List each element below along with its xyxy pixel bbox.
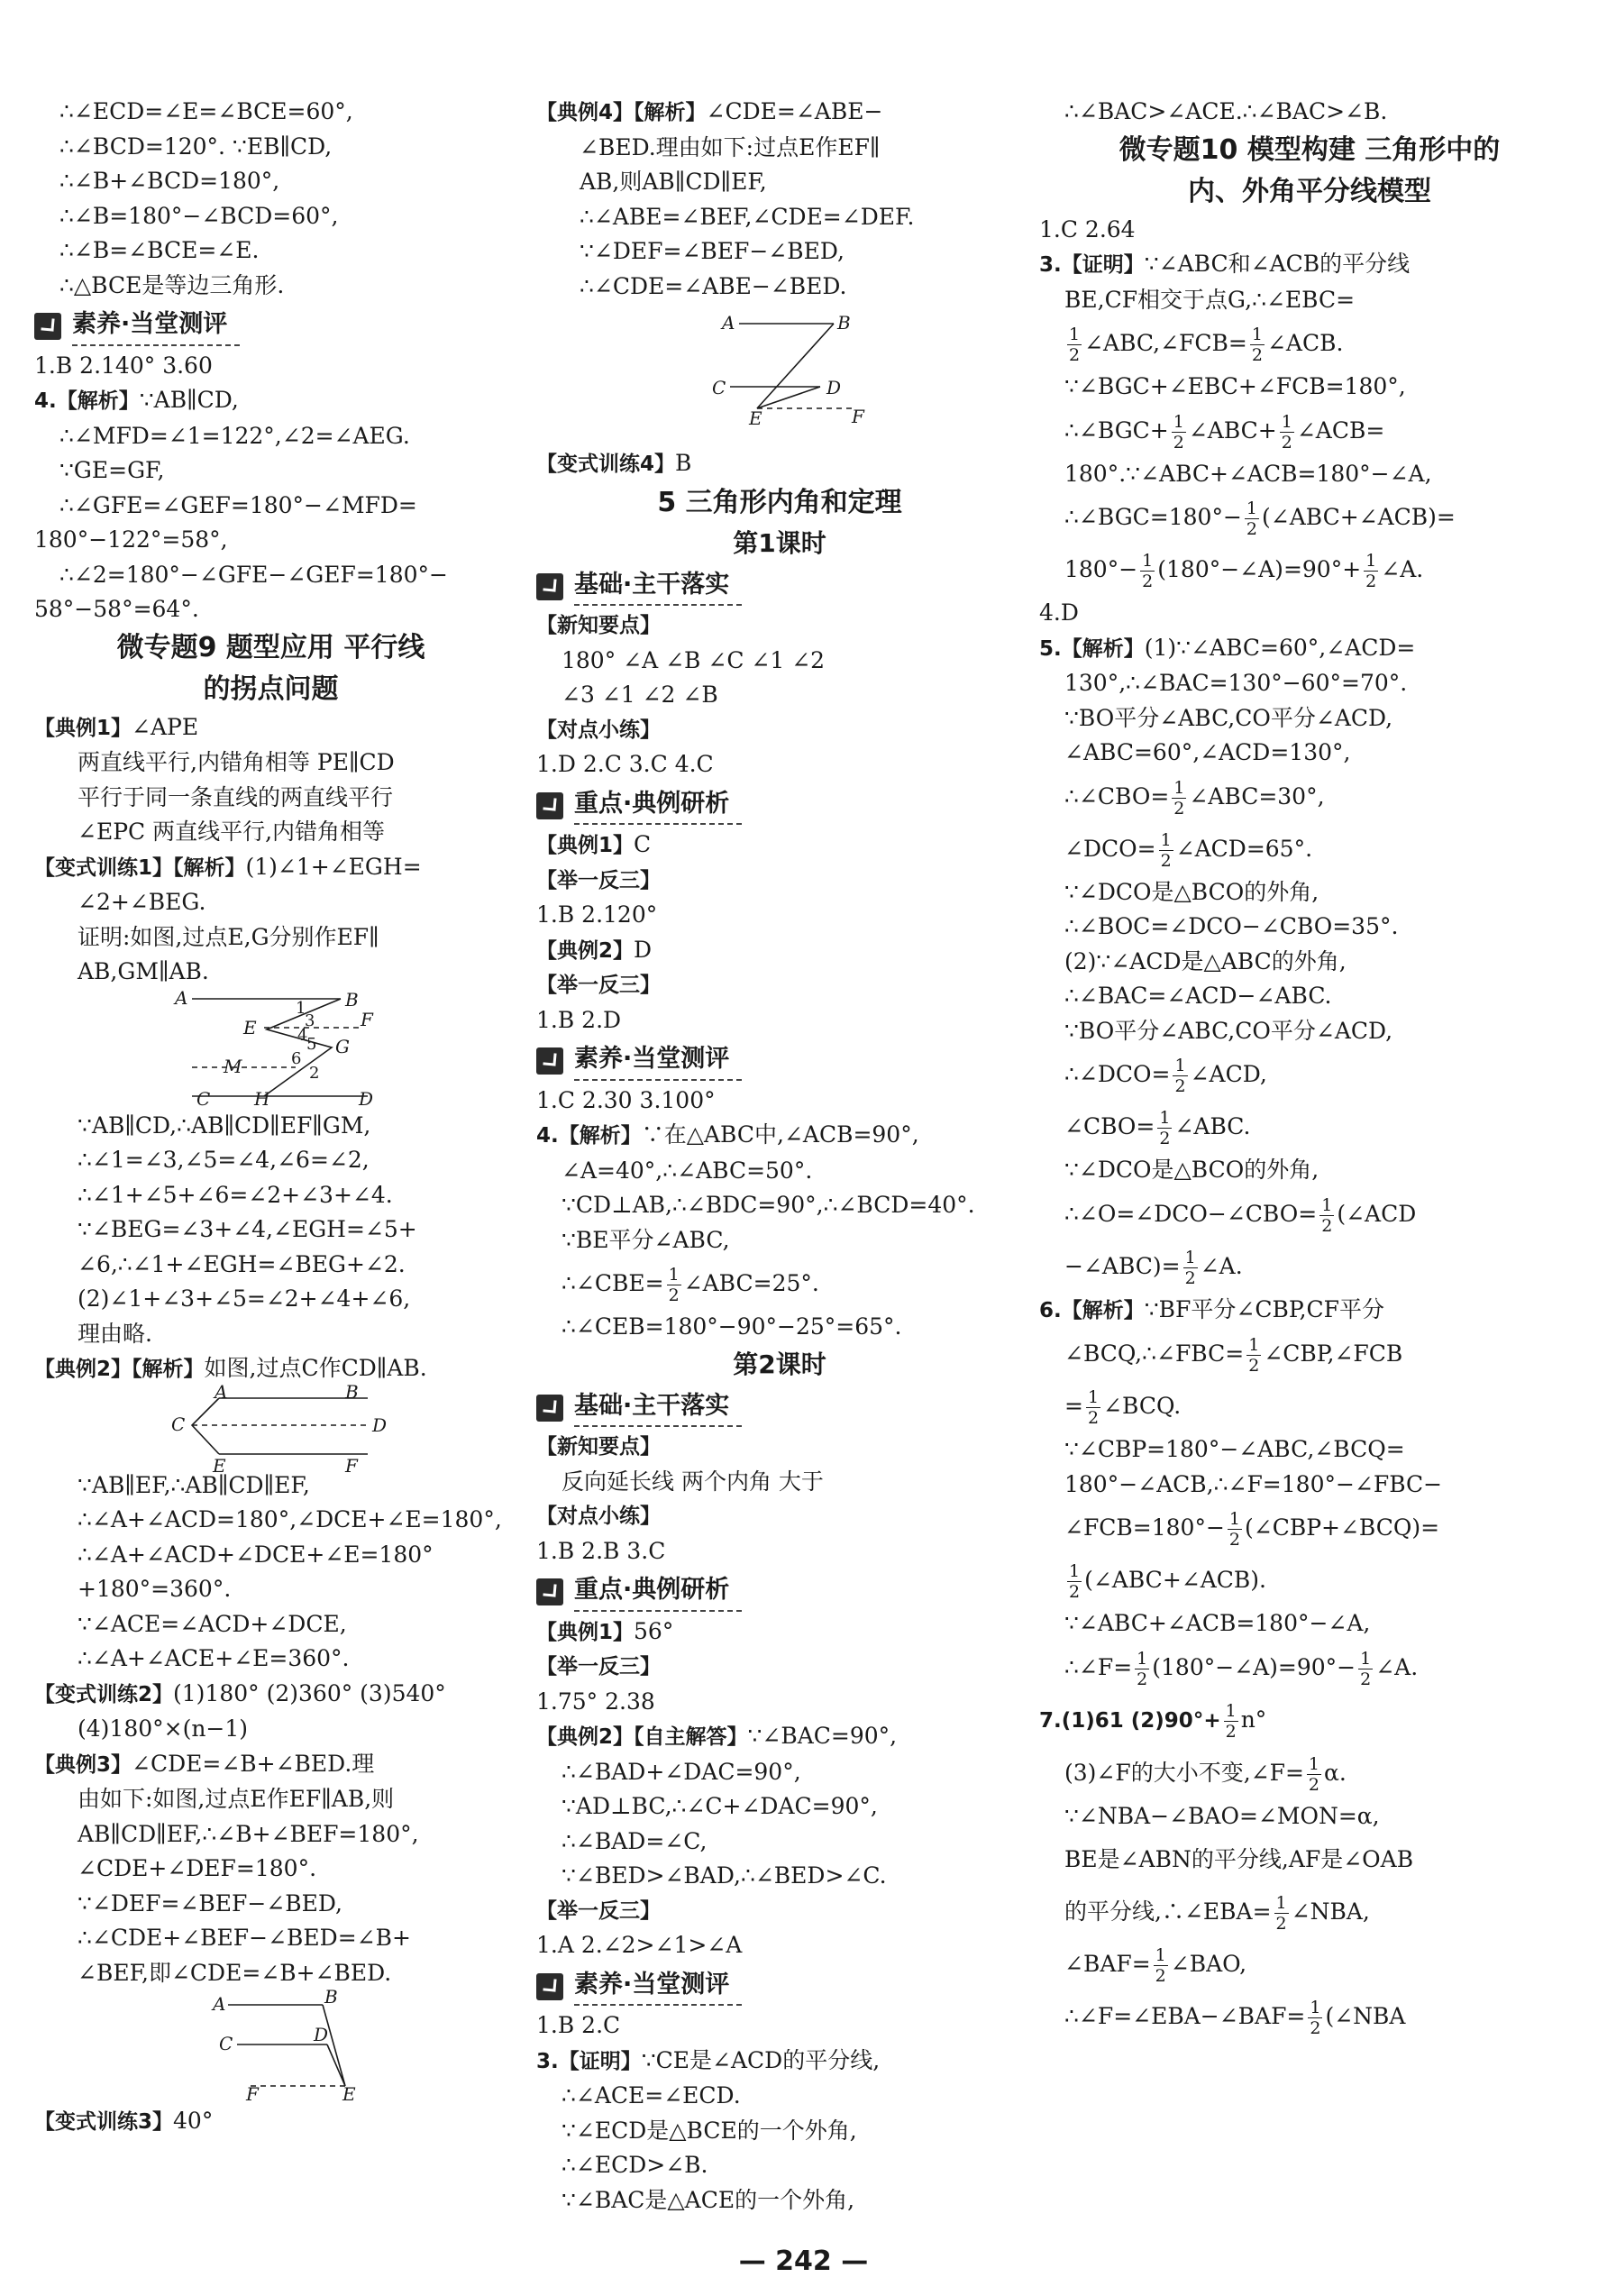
text-line: 平行于同一条直线的两直线平行 xyxy=(78,783,394,810)
subsection-tag: 【举一反三】 xyxy=(536,1655,661,1679)
text-line: (1)∵∠ABC=60°,∠ACD= xyxy=(1144,634,1416,661)
label-D: D xyxy=(314,2024,329,2045)
geometry-figure-2 xyxy=(34,1380,503,1477)
label-D: D xyxy=(826,377,842,398)
label-G: G xyxy=(335,1035,350,1057)
text-line: ∴∠ECD>∠B. xyxy=(562,2152,708,2178)
text-line: (2)∠1+∠3+∠5=∠2+∠4+∠6, xyxy=(78,1285,411,1312)
answer-line: 1.C 2.64 xyxy=(1039,215,1136,242)
check-icon xyxy=(536,792,563,819)
page-number: — 242 — xyxy=(738,2246,869,2277)
text-line: −∠ABC)= $\frac{1}{2}$ ∠A. xyxy=(1064,1247,1243,1288)
subsection-tag: 【新知要点】 xyxy=(536,1435,661,1459)
column-left xyxy=(34,95,507,2140)
example-tag: 【典例1】 xyxy=(536,1620,635,1644)
text-line: ∠CDE=∠B+∠BED.理 xyxy=(132,1750,375,1777)
label-E: E xyxy=(213,1454,226,1477)
text-line: ∴∠CEB=180°−90°−25°=65°. xyxy=(562,1313,902,1340)
text-line: ∵∠DEF=∠BEF−∠BED, xyxy=(580,238,845,264)
geometry-figure-1 xyxy=(34,986,503,1110)
example-tag: 【典例1】 xyxy=(536,834,635,857)
text-line: 180°.∵∠ABC+∠ACB=180°−∠A, xyxy=(1064,460,1432,487)
section-header xyxy=(536,1389,1023,1428)
section-title: 基础·主干落实 xyxy=(574,568,742,607)
text-line: ∴∠B=180°−∠BCD=60°, xyxy=(59,202,339,229)
answer-line: 1.B 2.C xyxy=(536,2012,621,2038)
text-line: ∴∠CBO= $\frac{1}{2}$ ∠ABC=30°, xyxy=(1064,777,1325,819)
text-line: ∴∠1=∠3,∠5=∠4,∠6=∠2, xyxy=(78,1147,370,1173)
text-line: ∵CD⊥AB,∴∠BDC=90°,∴∠BCD=40°. xyxy=(562,1192,975,1218)
text-line: 证明:如图,过点E,G分别作EF∥ xyxy=(78,923,379,950)
text-line: (2)∵∠ACD是△ABC的外角, xyxy=(1064,947,1347,974)
text-line: AB,GM∥AB. xyxy=(78,958,209,984)
text-line: ∠6,∴∠1+∠EGH=∠BEG+∠2. xyxy=(78,1250,406,1277)
label-E: E xyxy=(342,2083,356,2105)
label-6: 6 xyxy=(291,1048,302,1068)
question-tag: 4.【解析】 xyxy=(536,1124,642,1148)
text-line: ∴∠ACE=∠ECD. xyxy=(562,2082,741,2108)
label-C: C xyxy=(219,2033,233,2054)
label-B: B xyxy=(324,1986,338,2008)
label-B: B xyxy=(837,312,851,334)
label-3: 3 xyxy=(305,1011,315,1030)
text-line: ∴∠B+∠BCD=180°, xyxy=(59,168,280,194)
label-C: C xyxy=(196,1087,211,1110)
answer: B xyxy=(675,450,692,476)
exercise-tag: 【变式训练1】【解析】 xyxy=(34,855,246,880)
text-line: 180°− $\frac{1}{2}$ (180°−∠A)=90°+ $\frac{1}{2}$ ∠A. xyxy=(1064,551,1424,591)
subsection-tag: 【对点小练】 xyxy=(536,718,661,742)
text-line: ∴∠BGC+ $\frac{1}{2}$ ∠ABC+ $\frac{1}{2}$ ∠ACB= xyxy=(1064,411,1385,453)
text-line: 180°−122°=58°, xyxy=(34,526,228,553)
text-line: ∵AB∥CD, xyxy=(139,387,239,413)
label-2: 2 xyxy=(309,1063,320,1083)
text-line: ∴∠BOC=∠DCO−∠CBO=35°. xyxy=(1064,913,1399,939)
example-tag: 【典例4】【解析】 xyxy=(536,101,707,124)
answer: 56° xyxy=(634,1617,674,1644)
label-5: 5 xyxy=(306,1034,317,1054)
exercise-tag: 【变式训练3】 xyxy=(34,2110,174,2134)
text-line: = $\frac{1}{2}$ ∠BCQ. xyxy=(1064,1387,1182,1428)
text-line: 7.(1)61 (2)90°+ $\frac{1}{2}$ n° xyxy=(1039,1700,1267,1742)
section-title: 重点·典例研析 xyxy=(574,787,742,826)
text-line: ∴∠BCD=120°. ∵EB∥CD, xyxy=(59,133,333,160)
text-line: +180°=360°. xyxy=(78,1576,232,1602)
subsection-tag: 【举一反三】 xyxy=(536,1898,661,1923)
text-line: ∴△BCE是等边三角形. xyxy=(59,271,285,298)
text-line: 两直线平行,内错角相等 PE∥CD xyxy=(78,749,395,775)
label-4: 4 xyxy=(297,1025,308,1045)
text-line: 的平分线,∴∠EBA= $\frac{1}{2}$ ∠NBA, xyxy=(1064,1893,1370,1934)
label-F: F xyxy=(246,2083,259,2105)
question-tag: 3.【证明】 xyxy=(536,2049,642,2073)
text-line: ∵CE是∠ACD的平分线, xyxy=(641,2046,881,2073)
answer-line: 1.B 2.120° xyxy=(536,901,658,928)
example-tag: 【典例2】【解析】 xyxy=(34,1358,205,1381)
question-tag: 5.【解析】 xyxy=(1039,636,1145,661)
answer-line: 1.B 2.B 3.C xyxy=(536,1537,666,1564)
question-tag: 4.【解析】 xyxy=(34,389,140,413)
answer: D xyxy=(634,936,653,963)
text-line: ∴∠O=∠DCO−∠CBO= $\frac{1}{2}$ (∠ACD xyxy=(1064,1194,1417,1236)
answer-line: 1.C 2.30 3.100° xyxy=(536,1086,716,1113)
label-E: E xyxy=(243,1016,257,1038)
text-line: ∴∠DCO= $\frac{1}{2}$ ∠ACD, xyxy=(1064,1056,1267,1096)
text-line: ∵∠NBA−∠BAO=∠MON=α, xyxy=(1064,1802,1380,1829)
label-F: F xyxy=(345,1454,358,1477)
text-line: ∴∠CBE= $\frac{1}{2}$ ∠ABC=25°. xyxy=(562,1265,819,1305)
text-line: ∴∠ECD=∠E=∠BCE=60°, xyxy=(59,98,353,124)
text-line: ∴∠A+∠ACE+∠E=360°. xyxy=(78,1645,350,1671)
answer: C xyxy=(634,831,652,857)
text-line: ∵∠BED>∠BAD,∴∠BED>∠C. xyxy=(562,1862,887,1889)
text-line: 理由略. xyxy=(78,1320,152,1347)
text-line: ∠CBO= $\frac{1}{2}$ ∠ABC. xyxy=(1064,1108,1251,1148)
label-B: B xyxy=(345,988,359,1011)
section-header xyxy=(536,1042,1023,1081)
text-line: ∵BO平分∠ABC,CO平分∠ACD, xyxy=(1064,704,1393,731)
text-line: AB,则AB∥CD∥EF, xyxy=(580,169,767,195)
label-A: A xyxy=(213,1993,226,2015)
text-line: ∵在△ABC中,∠ACB=90°, xyxy=(641,1121,919,1148)
text-line: ∠DCO= $\frac{1}{2}$ ∠ACD=65°. xyxy=(1064,829,1313,871)
text-line: ∴∠GFE=∠GEF=180°−∠MFD= xyxy=(59,491,417,518)
text-line: ∠FCB=180°− $\frac{1}{2}$ (∠CBP+∠BCQ)= xyxy=(1064,1509,1440,1550)
text-line: ∵∠DCO是△BCO的外角, xyxy=(1064,1157,1319,1183)
text-line: ∴∠F=∠EBA−∠BAF= $\frac{1}{2}$ (∠NBA xyxy=(1064,1998,1406,2038)
text-line: ∴∠CDE+∠BEF−∠BED=∠B+ xyxy=(78,1925,411,1951)
text-line: ∵AB∥EF,∴AB∥CD∥EF, xyxy=(78,1471,310,1498)
text-line: ∠BED.理由如下:过点E作EF∥ xyxy=(580,133,881,160)
text-line: 由如下:如图,过点E作EF∥AB,则 xyxy=(78,1786,395,1812)
text-line: ∵∠ABC+∠ACB=180°−∠A, xyxy=(1064,1610,1371,1636)
text-line: ∵∠ECD是△BCE的一个外角, xyxy=(562,2117,857,2144)
section-header xyxy=(536,568,1023,607)
text-line: ∠ABC=60°,∠ACD=130°, xyxy=(1064,739,1351,765)
text-line: ∵∠BAC=90°, xyxy=(747,1723,898,1749)
section-title: 基础·主干落实 xyxy=(574,1389,742,1428)
subsection-tag: 【对点小练】 xyxy=(536,1505,661,1528)
label-D: D xyxy=(359,1087,374,1110)
label-D: D xyxy=(372,1413,388,1436)
text-line: ∵∠ACE=∠ACD+∠DCE, xyxy=(78,1610,347,1637)
text-line: ∴∠MFD=∠1=122°,∠2=∠AEG. xyxy=(59,422,410,449)
text-line: ∵AD⊥BC,∴∠C+∠DAC=90°, xyxy=(562,1793,878,1819)
text-line: ∵BO平分∠ABC,CO平分∠ACD, xyxy=(1064,1017,1393,1044)
topic-heading-2: 内、外角平分线模型 xyxy=(1188,175,1431,207)
answer-line: 1.D 2.C 3.C 4.C xyxy=(536,751,714,777)
label-F: F xyxy=(361,1008,373,1030)
text-line: ∴∠BAD=∠C, xyxy=(562,1827,708,1854)
check-icon xyxy=(536,1395,563,1422)
geometry-figure-3 xyxy=(34,1986,503,2105)
answer-line: 1.B 2.140° 3.60 xyxy=(34,352,213,379)
text-line: 58°−58°=64°. xyxy=(34,596,199,622)
text-line: ∵BE平分∠ABC, xyxy=(562,1226,730,1253)
exercise-tag: 【变式训练4】 xyxy=(536,453,676,476)
text-line: ∠BEF,即∠CDE=∠B+∠BED. xyxy=(78,1959,392,1986)
text-line: (1)180° (2)360° (3)540° xyxy=(173,1679,446,1706)
label-H: H xyxy=(254,1087,270,1110)
text-line: ∵GE=GF, xyxy=(59,457,165,483)
answer-line: 1.75° 2.38 xyxy=(536,1688,655,1715)
text-line: ∴∠BAD+∠DAC=90°, xyxy=(562,1758,801,1785)
topic-heading-2: 的拐点问题 xyxy=(203,672,339,705)
text-line: (1)∠1+∠EGH= xyxy=(245,853,422,880)
section-header xyxy=(536,1573,1023,1612)
label-C: C xyxy=(712,377,726,398)
question-tag: 3.【证明】 xyxy=(1039,253,1145,277)
check-icon xyxy=(536,573,563,600)
example-tag: 【典例2】 xyxy=(536,938,635,963)
text-line: ∠A=40°,∴∠ABC=50°. xyxy=(562,1157,813,1184)
text-line: ∠BCQ,∴∠FBC= $\frac{1}{2}$ ∠CBP,∠FCB xyxy=(1064,1335,1403,1376)
answer-line: 1.A 2.∠2>∠1>∠A xyxy=(536,1932,743,1958)
section-header xyxy=(536,787,1023,826)
topic-heading: 微专题9 题型应用 平行线 xyxy=(116,631,425,663)
label-A: A xyxy=(175,986,188,1009)
text-line: ∠3 ∠1 ∠2 ∠B xyxy=(562,681,718,708)
label-A: A xyxy=(722,312,735,334)
label-B: B xyxy=(345,1380,359,1403)
text-line: ∴∠CDE=∠ABE−∠BED. xyxy=(580,272,847,299)
text-line: ∴∠ABE=∠BEF,∠CDE=∠DEF. xyxy=(580,203,915,230)
subsection-tag: 【举一反三】 xyxy=(536,974,661,997)
text-line: 180°−∠ACB,∴∠F=180°−∠FBC− xyxy=(1064,1470,1443,1497)
text-line: $\frac{1}{2}$ (∠ABC+∠ACB). xyxy=(1069,1561,1266,1602)
text-line: ∵AB∥CD,∴AB∥CD∥EF∥GM, xyxy=(78,1111,371,1139)
label-M: M xyxy=(224,1055,242,1077)
column-middle xyxy=(536,95,1023,2218)
text-line: BE,CF相交于点G,∴∠EBC= xyxy=(1064,286,1356,313)
check-icon xyxy=(536,1047,563,1075)
text-line: ∴∠A+∠ACD+∠DCE+∠E=180° xyxy=(78,1541,434,1568)
text-line: 反向延长线 两个内角 大于 xyxy=(562,1468,824,1495)
text-line: ∴∠F= $\frac{1}{2}$ (180°−∠A)=90°− $\frac{1}{2}$ ∠A. xyxy=(1064,1648,1419,1689)
label-F: F xyxy=(852,406,864,427)
text-line: ∵∠BEG=∠3+∠4,∠EGH=∠5+ xyxy=(78,1216,417,1242)
answer: 40° xyxy=(173,2108,214,2134)
text-line: ∴∠BGC=180°− $\frac{1}{2}$ (∠ABC+∠ACB)= xyxy=(1064,499,1456,539)
section-header xyxy=(536,1968,1023,2007)
section-header xyxy=(34,307,507,346)
text-line: $\frac{1}{2}$ ∠ABC,∠FCB= $\frac{1}{2}$ ∠ACB. xyxy=(1069,325,1344,365)
exercise-tag: 【变式训练2】 xyxy=(34,1682,174,1706)
text-line: ∴∠2=180°−∠GFE−∠GEF=180°− xyxy=(59,561,448,588)
section-title: 素养·当堂测评 xyxy=(574,1968,742,2007)
text-line: ∴∠1+∠5+∠6=∠2+∠3+∠4. xyxy=(78,1181,393,1208)
text-line: ∵∠DCO是△BCO的外角, xyxy=(1064,878,1319,905)
check-icon xyxy=(536,1578,563,1605)
question-tag: 6.【解析】 xyxy=(1039,1298,1145,1322)
text-line: ∴∠BAC>∠ACE.∴∠BAC>∠B. xyxy=(1064,98,1388,124)
example-tag: 【典例2】【自主解答】 xyxy=(536,1725,748,1749)
label-E: E xyxy=(749,407,762,429)
geometry-figure-4 xyxy=(536,307,1023,443)
topic-heading: 微专题10 模型构建 三角形中的 xyxy=(1119,133,1501,166)
chapter-heading: 5 三角形内角和定理 xyxy=(657,486,902,518)
text-line: BE是∠ABN的平分线,AF是∠OAB xyxy=(1064,1846,1414,1872)
check-icon xyxy=(34,313,61,340)
text-line: (4)180°×(n−1) xyxy=(78,1715,249,1742)
answer-line: 1.B 2.D xyxy=(536,1006,622,1033)
text-line: 130°,∴∠BAC=130°−60°=70°. xyxy=(1064,670,1408,696)
section-title: 素养·当堂测评 xyxy=(574,1042,742,1081)
example-tag: 【典例3】 xyxy=(34,1752,132,1777)
section-title: 素养·当堂测评 xyxy=(72,307,240,346)
text-line: ∠BAF= $\frac{1}{2}$ ∠BAO, xyxy=(1064,1945,1247,1986)
text-line: (3)∠F的大小不变,∠F= $\frac{1}{2}$ α. xyxy=(1064,1753,1347,1795)
subsection-tag: 【举一反三】 xyxy=(536,868,661,892)
text-line: ∵∠CBP=180°−∠ABC,∠BCQ= xyxy=(1064,1436,1405,1462)
lesson-heading: 第2课时 xyxy=(733,1349,826,1379)
text-line: ∵∠DEF=∠BEF−∠BED, xyxy=(78,1889,342,1916)
column-right xyxy=(1039,95,1580,2043)
check-icon xyxy=(536,1973,563,2000)
text-line: AB∥CD∥EF,∴∠B+∠BEF=180°, xyxy=(78,1820,419,1847)
text-line: ∴∠BAC=∠ACD−∠ABC. xyxy=(1064,983,1332,1009)
text-line: ∠2+∠BEG. xyxy=(78,889,206,915)
section-title: 重点·典例研析 xyxy=(574,1573,742,1612)
text-line: ∠CDE+∠DEF=180°. xyxy=(78,1855,317,1881)
text-line: ∵BF平分∠CBP,CF平分 xyxy=(1144,1295,1384,1322)
label-A: A xyxy=(215,1380,228,1403)
text-line: 如图,过点C作CD∥AB. xyxy=(204,1355,427,1381)
label-1: 1 xyxy=(296,998,306,1018)
answer-line: 4.D xyxy=(1039,599,1079,626)
text-line: ∴∠A+∠ACD=180°,∠DCE+∠E=180°, xyxy=(78,1506,502,1532)
lesson-heading: 第1课时 xyxy=(733,527,826,558)
subsection-tag: 【新知要点】 xyxy=(536,614,661,637)
label-C: C xyxy=(171,1413,186,1435)
answer: ∠APE xyxy=(132,713,199,740)
example-tag: 【典例1】 xyxy=(34,716,132,740)
text-line: ∵∠BGC+∠EBC+∠FCB=180°, xyxy=(1064,373,1406,399)
text-line: ∵∠BAC是△ACE的一个外角, xyxy=(562,2186,855,2213)
text-line: ∠EPC 两直线平行,内错角相等 xyxy=(78,819,386,845)
text-line: ∴∠B=∠BCE=∠E. xyxy=(59,237,260,263)
text-line: ∵∠ABC和∠ACB的平分线 xyxy=(1144,251,1411,277)
text-line: 180° ∠A ∠B ∠C ∠1 ∠2 xyxy=(562,646,826,673)
text-line: ∠CDE=∠ABE− xyxy=(706,98,883,124)
